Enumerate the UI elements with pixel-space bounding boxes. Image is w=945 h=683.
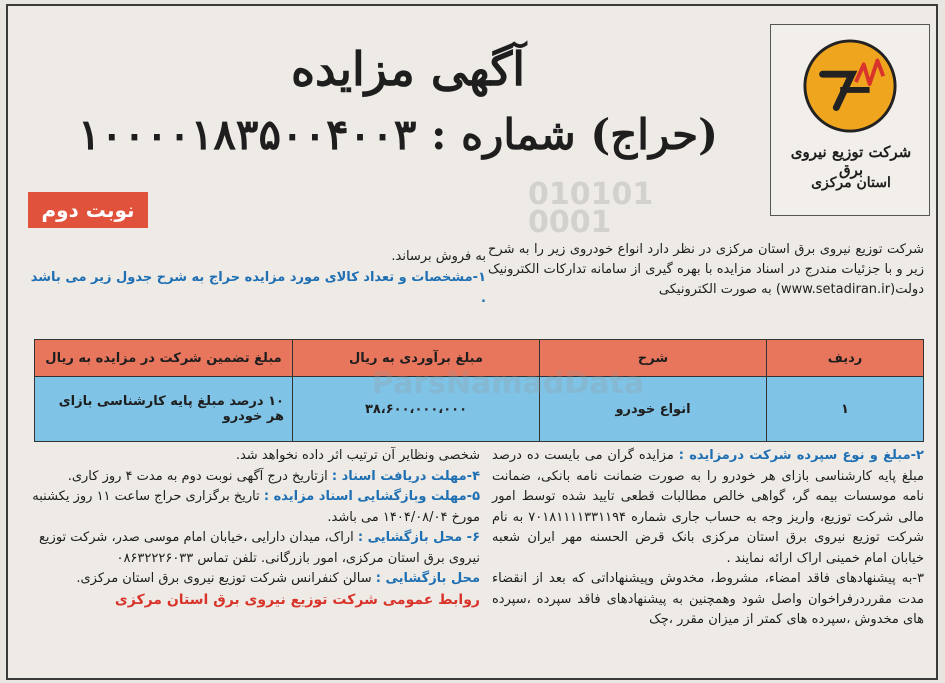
- electricity-logo-icon: [801, 37, 899, 135]
- ad-title: آگهی مزایده: [290, 42, 526, 96]
- section6: [28, 528, 480, 569]
- venue: [28, 569, 480, 590]
- left-column-sections: [28, 446, 480, 610]
- section6-text: اراک، میدان دارایی ،خیابان امام موسی صدر، شرکت توزیع نیروی برق استان مرکزی، امور بازرگانی. تلفن تماس ۰۸۶۳۲۲۲۶۰۳۳: [39, 530, 480, 566]
- ghost-number-watermark: 010101 0001: [528, 177, 654, 240]
- logo-company-name: شرکت توزیع نیروی برق: [790, 143, 912, 179]
- section4-text: ازتاریخ درج آگهی نوبت دوم به مدت ۴ روز کاری.: [67, 468, 328, 484]
- section3-continuation: شخصی ونظایر آن ترتیب اثر داده نخواهد شد.: [235, 448, 480, 463]
- cell-description: انواع خودرو: [540, 377, 767, 442]
- section2-text: مزایده گران می بایست ده درصد مبلغ پایه کارشناسی بازای هر خودرو را به صورت ضمانت نامه بانکی، ضمانت نامه موسسات بیمه گر، گواهی خالص مطالبات قطعی تایید شده توسط امور مالی شرکت توزیع، واریز وجه به حساب جاری شماره ۷۰۱۸۱۱۱۱۳۳۱۱۹۴ به نام شرکت توزیع نیروی برق استان مرکزی بانک قرض الحسنه مهر ایران شعبه خیابان امام خمینی اراک ارائه نمایند .: [492, 448, 924, 566]
- intro-paragraph: شرکت توزیع نیروی برق استان مرکزی در نظر دارد انواع خودروی زیر را به شرح زیر و با جزئیات مندرج در اسناد مزایده با بهره گیری از سامانه تدارکات الکترونیک دولت(www.setadiran.ir) به صورت الکترونیکی: [488, 242, 924, 297]
- second-round-badge: نوبت دوم: [28, 192, 148, 228]
- ad-sheet: [6, 4, 938, 680]
- venue-text: سالن کنفرانس شرکت توزیع نیروی برق استان مرکزی.: [76, 571, 372, 586]
- logo-province: استان مرکزی: [811, 175, 891, 191]
- ad-number: ۱۰۰۰۰۱۸۳۵۰۰۴۰۰۳: [78, 110, 417, 159]
- watermark-text: ParsNamadData: [371, 366, 645, 401]
- header-estimate: مبلغ برآوردی به ریال: [293, 340, 540, 377]
- ad-number-prefix: (حراج) شماره :: [431, 110, 718, 159]
- section4: [28, 467, 480, 488]
- venue-title: محل بازگشایی :: [375, 571, 480, 586]
- section3-text: ۳-به پیشنهادهای فاقد امضاء، مشروط، مخدوش وپیشنهاداتی که بعد از انقضاء مدت مقرردرفراخوان واصل شود وهمچنین به پیشنهادهای فاقد سپرده ،سپرده های مخدوش ،سپرده های کمتر از میزان مقرر ،چک: [492, 571, 924, 627]
- estimate-value: ۳۸،۶۰۰،۰۰۰،۰۰۰: [364, 401, 468, 417]
- section5: [28, 487, 480, 528]
- public-relations-footer: روابط عمومی شرکت توزیع نیروی برق استان مرکزی: [114, 591, 480, 608]
- company-logo-box: [770, 24, 930, 216]
- ad-number-title: [48, 110, 748, 159]
- cell-row-number: ۱: [767, 377, 924, 442]
- intro-continuation: [28, 246, 486, 309]
- cell-guarantee: ۱۰ درصد مبلغ پایه کارشناسی بازای هر خودرو: [35, 377, 293, 442]
- section5-text: تاریخ برگزاری حراج ساعت ۱۱ روز یکشنبه مورخ ۱۴۰۴/۰۸/۰۴ می باشد.: [32, 489, 480, 525]
- header-row-number: ردیف: [767, 340, 924, 377]
- section6-title: ۶- محل بازگشایی :: [357, 530, 480, 545]
- right-column-sections: [492, 446, 924, 631]
- section2-title: ۲-مبلغ و نوع سپرده شرکت درمزایده :: [678, 448, 924, 463]
- section4-title: ۴-مهلت دریافت اسناد :: [331, 468, 480, 484]
- header-description: شرح: [540, 340, 767, 377]
- section5-title: ۵-مهلت وبازگشایی اسناد مزایده :: [263, 489, 480, 504]
- header-guarantee: مبلغ تضمین شرکت در مزایده به ریال: [35, 340, 293, 377]
- intro-continuation-text: به فروش برساند.: [391, 249, 486, 264]
- section1-heading: ۱-مشخصات و تعداد کالای مورد مزایده حراج به شرح جدول زیر می باشد .: [30, 270, 486, 306]
